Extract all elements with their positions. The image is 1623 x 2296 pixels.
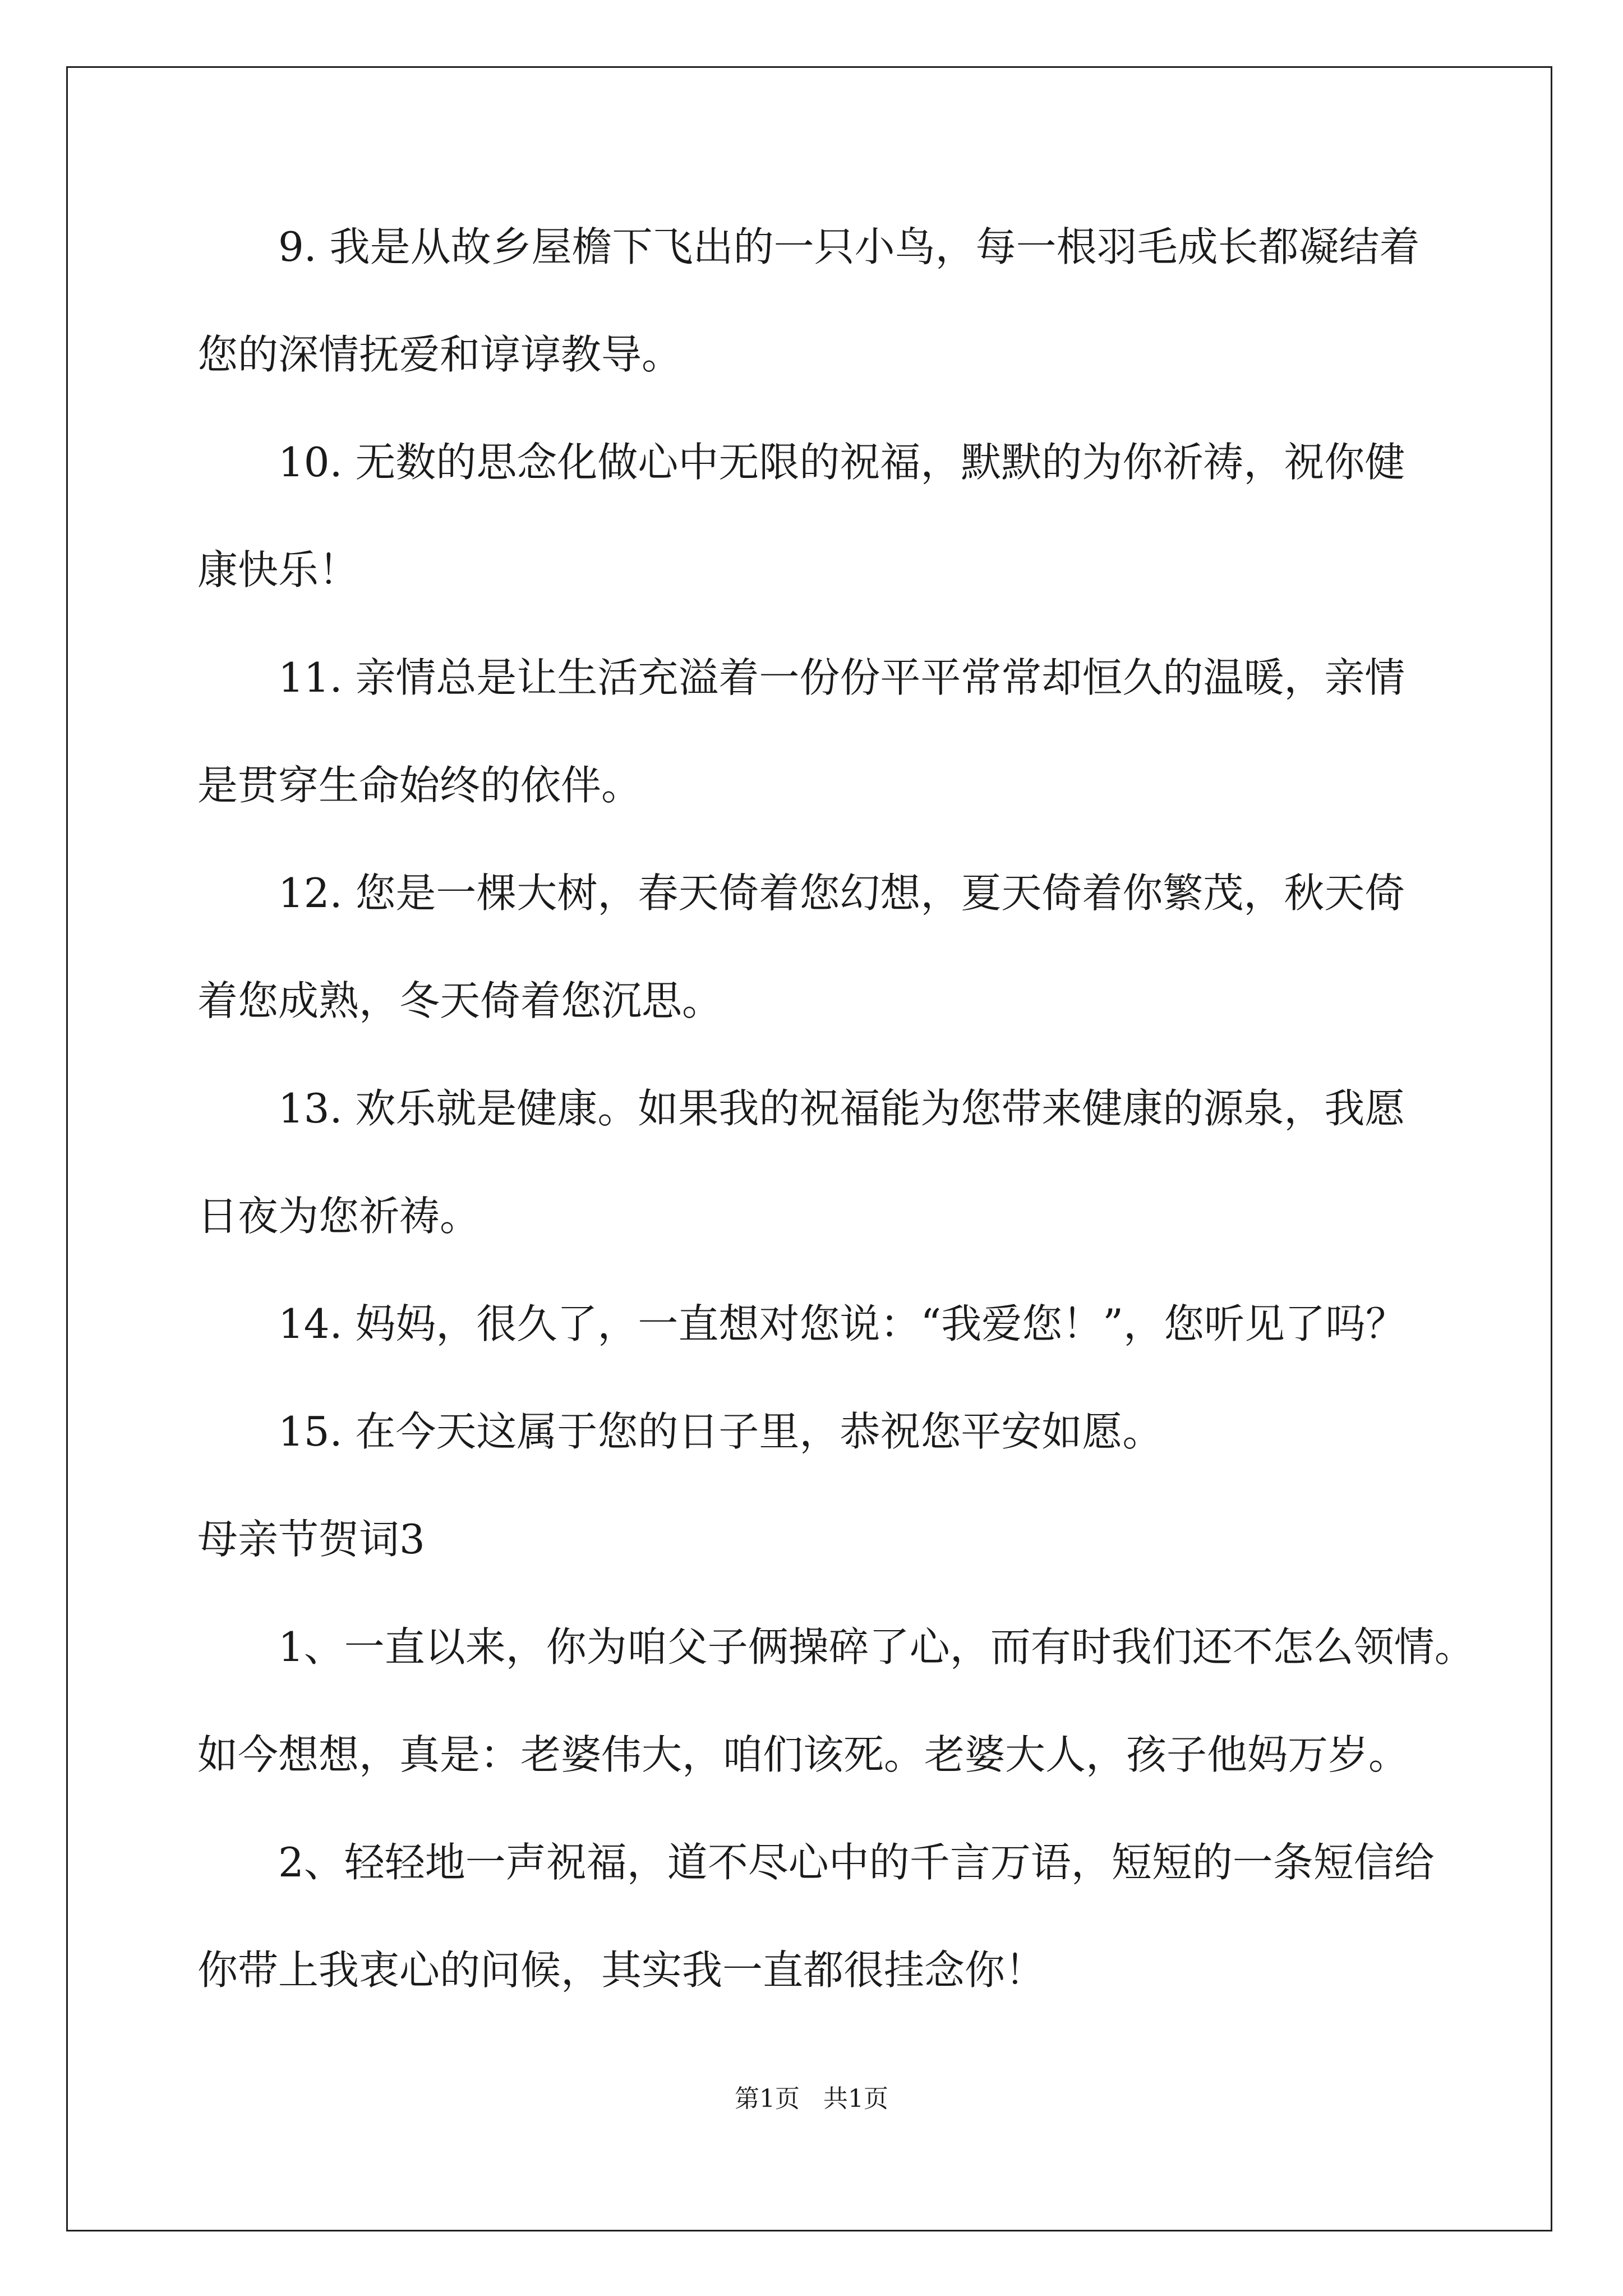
paragraph-s3-2 bbox=[197, 1834, 1435, 1998]
section-heading bbox=[197, 1511, 425, 1567]
paragraph-line: 12. 您是一棵大树，春天倚着您幻想，夏天倚着你繁茂，秋天倚 bbox=[278, 869, 1405, 917]
paragraph-15 bbox=[197, 1404, 1163, 1460]
paragraph-line: 你带上我衷心的问候，其实我一直都很挂念你！ bbox=[197, 1947, 1046, 1994]
paragraph-line: 康快乐！ bbox=[197, 546, 359, 593]
paragraph-line: 是贯穿生命始终的依伴。 bbox=[197, 762, 642, 809]
paragraph-line: 日夜为您祈祷。 bbox=[197, 1193, 481, 1240]
paragraph-14 bbox=[197, 1296, 1406, 1352]
paragraph-12 bbox=[197, 865, 1405, 1029]
paragraph-line: 您的深情抚爱和谆谆教导。 bbox=[197, 331, 683, 378]
paragraph-s3-1 bbox=[197, 1619, 1475, 1783]
paragraph-line: 10. 无数的思念化做心中无限的祝福，默默的为你祈祷，祝你健 bbox=[278, 439, 1405, 486]
paragraph-line: 2、轻轻地一声祝福，道不尽心中的千言万语，短短的一条短信给 bbox=[278, 1839, 1435, 1886]
paragraph-9 bbox=[197, 219, 1420, 383]
paragraph-13 bbox=[197, 1080, 1405, 1244]
paragraph-line: 14. 妈妈，很久了，一直想对您说：“我爱您！”，您听见了吗？ bbox=[278, 1300, 1407, 1347]
paragraph-11 bbox=[197, 650, 1405, 813]
paragraph-line: 15. 在今天这属于您的日子里，恭祝您平安如愿。 bbox=[278, 1408, 1163, 1455]
paragraph-10 bbox=[197, 434, 1405, 598]
paragraph-line: 如今想想，真是：老婆伟大，咱们该死。老婆大人，孩子他妈万岁。 bbox=[197, 1731, 1409, 1778]
paragraph-line: 1、一直以来，你为咱父子俩操碎了心，而有时我们还不怎么领情。 bbox=[278, 1623, 1475, 1671]
paragraph-line: 9. 我是从故乡屋檐下飞出的一只小鸟，每一根羽毛成长都凝结着 bbox=[278, 223, 1420, 270]
paragraph-line: 11. 亲情总是让生活充溢着一份份平平常常却恒久的温暖，亲情 bbox=[278, 654, 1405, 701]
paragraph-line: 着您成熟，冬天倚着您沉思。 bbox=[197, 977, 723, 1024]
page-footer: 第1页 共1页 bbox=[735, 2085, 888, 2113]
heading-text: 母亲节贺词3 bbox=[197, 1516, 425, 1563]
paragraph-line: 13. 欢乐就是健康。如果我的祝福能为您带来健康的源泉，我愿 bbox=[278, 1085, 1405, 1132]
